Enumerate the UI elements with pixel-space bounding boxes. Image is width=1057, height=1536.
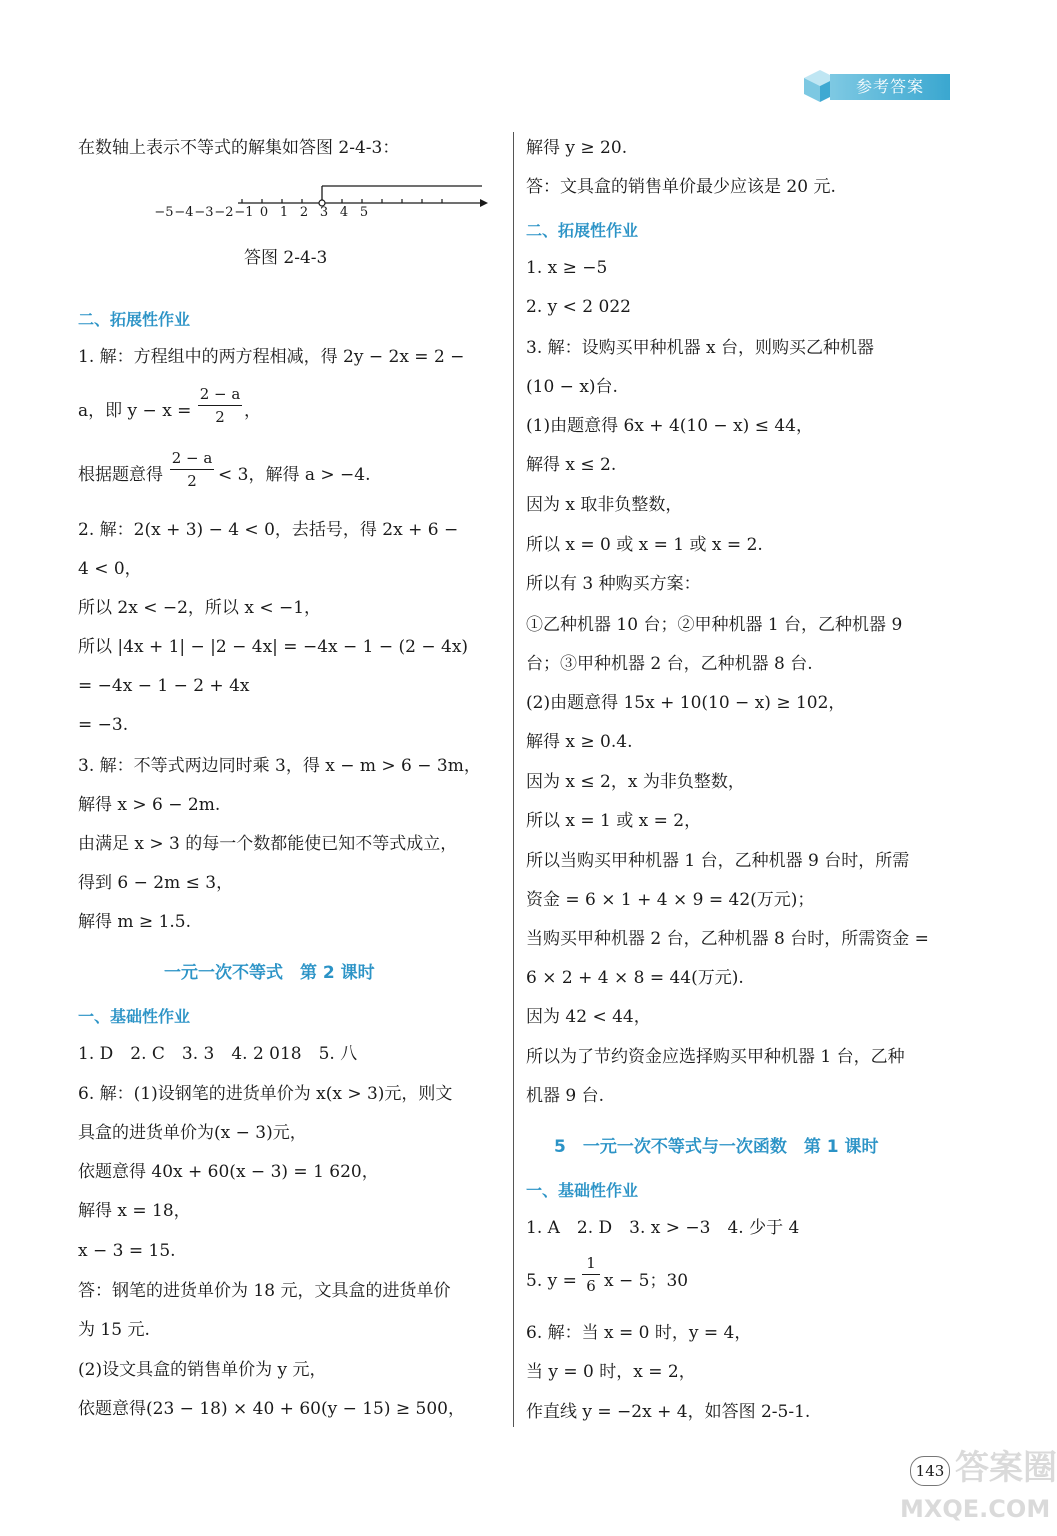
text-line: x − 5；30 (604, 1271, 689, 1291)
text-line: ①乙种机器 10 台；②甲种机器 1 台，乙种机器 9 (526, 615, 903, 635)
text-line: 所以 x = 0 或 x = 1 或 x = 2. (526, 535, 763, 555)
text-line: 因为 42 < 44， (526, 1007, 651, 1027)
text-line: 所以为了节约资金应选择购买甲种机器 1 台，乙种 (526, 1047, 905, 1067)
section-heading: 一、基础性作业 (78, 1007, 191, 1026)
text-line: 所以 2x < −2，所以 x < −1， (78, 598, 322, 618)
text-line: ， (244, 401, 261, 421)
number-line-label: 1 (279, 205, 289, 220)
fraction-bar (170, 469, 214, 470)
number-line-labels (78, 205, 498, 225)
text-line: 因为 x ≤ 2，x 为非负整数， (526, 772, 745, 792)
text-line: 6. 解：当 x = 0 时，y = 4， (526, 1323, 752, 1343)
text-line: = −4x − 1 − 2 + 4x (78, 676, 250, 696)
number-line-label: −3 (194, 205, 214, 220)
text-line: 具盒的进货单价为(x − 3)元， (78, 1123, 307, 1143)
fraction-numerator: 1 (586, 1254, 596, 1272)
number-line-label: −5 (154, 205, 174, 220)
text-line: 所以有 3 种购买方案： (526, 574, 701, 594)
text-line: 5. y = (526, 1271, 577, 1291)
text-line: 所以 x = 1 或 x = 2， (526, 811, 702, 831)
text-line: 机器 9 台. (526, 1086, 605, 1106)
text-line: (2)设文具盒的销售单价为 y 元， (78, 1360, 327, 1380)
text-line: 1. D 2. C 3. 3 4. 2 018 5. 八 (78, 1044, 358, 1064)
text-line: 解得 m ≥ 1.5. (78, 912, 192, 932)
text-line: 6. 解：(1)设钢笔的进货单价为 x(x > 3)元，则文 (78, 1084, 453, 1104)
answer-key-badge (800, 68, 950, 102)
text-line: 因为 x 取非负整数， (526, 495, 683, 515)
text-line: 3. 解：不等式两边同时乘 3，得 x − m > 6 − 3m， (78, 756, 481, 776)
text-line: 由满足 x > 3 的每一个数都能使已知不等式成立， (78, 834, 458, 854)
number-line-label: 5 (359, 205, 369, 220)
number-line-label: −4 (174, 205, 194, 220)
text-line: 当购买甲种机器 2 台，乙种机器 8 台时，所需资金 = (526, 929, 929, 949)
text-line: < 3，解得 a > −4. (218, 465, 371, 485)
fraction-denominator: 6 (586, 1277, 596, 1295)
text-line: 台；③甲种机器 2 台，乙种机器 8 台. (526, 654, 813, 674)
text-line: 1. 解：方程组中的两方程相减，得 2y − 2x = 2 − (78, 347, 465, 367)
text-line: 所以 |4x + 1| − |2 − 4x| = −4x − 1 − (2 − 4x) (78, 637, 469, 657)
text-line: 为 15 元. (78, 1320, 150, 1340)
watermark-url: MXQE.COM (900, 1495, 1051, 1523)
fraction-numerator: 2 − a (199, 385, 241, 403)
text-line: 6 × 2 + 4 × 8 = 44(万元). (526, 968, 744, 988)
section-heading: 一、基础性作业 (526, 1181, 639, 1200)
text-line: 3. 解：设购买甲种机器 x 台，则购买乙种机器 (526, 338, 875, 358)
lesson-title: 5 一元一次不等式与一次函数 第 1 课时 (554, 1137, 879, 1157)
text-line: x − 3 = 15. (78, 1241, 176, 1261)
fraction-bar (582, 1274, 600, 1275)
column-divider (513, 132, 514, 1427)
text-line: 解得 x > 6 − 2m. (78, 795, 221, 815)
text-line: 4 < 0， (78, 559, 142, 579)
section-heading: 二、拓展性作业 (526, 221, 639, 240)
text-line: 1. A 2. D 3. x > −3 4. 少于 4 (526, 1218, 800, 1238)
text-line: = −3. (78, 715, 129, 735)
text-line: 2. 解：2(x + 3) − 4 < 0，去括号，得 2x + 6 − (78, 520, 459, 540)
fraction-bar (198, 405, 242, 406)
text-line: 作直线 y = −2x + 4，如答图 2-5-1. (526, 1402, 811, 1422)
fraction-numerator: 2 − a (171, 449, 213, 467)
number-line-label: 0 (259, 205, 269, 220)
figure-caption: 答图 2-4-3 (244, 248, 328, 268)
text-line: 得到 6 − 2m ≤ 3， (78, 873, 234, 893)
text-line: 1. x ≥ −5 (526, 258, 608, 278)
text-line: (10 − x)台. (526, 377, 618, 397)
text-line: (2)由题意得 15x + 10(10 − x) ≥ 102， (526, 693, 846, 713)
fraction-denominator: 2 (215, 408, 225, 426)
text-line: a，即 y − x = (78, 401, 192, 421)
text-line: 答：文具盒的销售单价最少应该是 20 元. (526, 177, 836, 197)
number-line-label: 3 (319, 205, 329, 220)
text-line: 解得 x ≥ 0.4. (526, 732, 633, 752)
text-line: 资金 = 6 × 1 + 4 × 9 = 42(万元)； (526, 890, 815, 910)
text-line: 依题意得 40x + 60(x − 3) = 1 620， (78, 1162, 379, 1182)
fraction-denominator: 2 (187, 472, 197, 490)
number-line-label: 4 (339, 205, 349, 220)
number-line-label: 2 (299, 205, 309, 220)
page-number: 143 (910, 1456, 950, 1486)
badge-label: 参考答案 (830, 74, 950, 100)
number-line-label: −1 (234, 205, 254, 220)
text-line: 根据题意得 (78, 465, 163, 485)
text-line: 答：钢笔的进货单价为 18 元，文具盒的进货单价 (78, 1281, 451, 1301)
lesson-title: 一元一次不等式 第 2 课时 (164, 963, 375, 983)
text-line: 在数轴上表示不等式的解集如答图 2-4-3： (78, 138, 400, 158)
text-line: 2. y < 2 022 (526, 297, 631, 317)
text-line: 解得 y ≥ 20. (526, 138, 628, 158)
text-line: 解得 x ≤ 2. (526, 455, 617, 475)
number-line-label: −2 (214, 205, 234, 220)
text-line: 依题意得(23 − 18) × 40 + 60(y − 15) ≥ 500， (78, 1399, 465, 1419)
text-line: 所以当购买甲种机器 1 台，乙种机器 9 台时，所需 (526, 851, 910, 871)
watermark-logo: 答案圈 (955, 1448, 1057, 1488)
text-line: 当 y = 0 时，x = 2， (526, 1362, 696, 1382)
section-heading: 二、拓展性作业 (78, 310, 191, 329)
text-line: 解得 x = 18， (78, 1201, 191, 1221)
text-line: (1)由题意得 6x + 4(10 − x) ≤ 44， (526, 416, 813, 436)
